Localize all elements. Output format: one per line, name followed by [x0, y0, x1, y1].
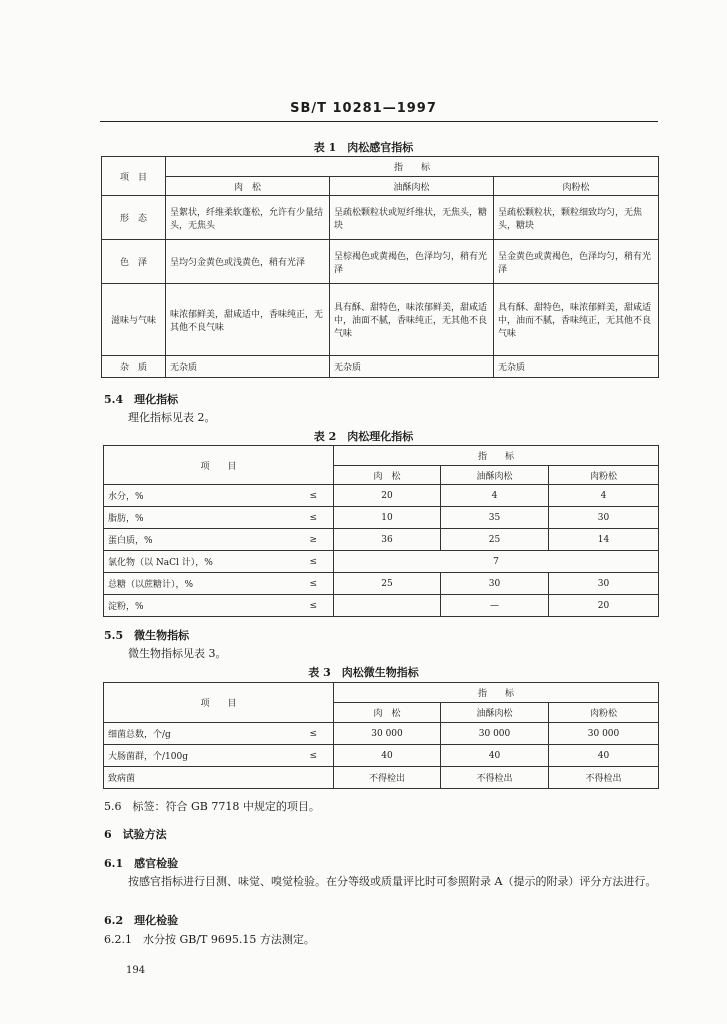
table1-cell: 无杂质 [494, 356, 659, 378]
table2-col-yousu: 油酥肉松 [441, 466, 549, 485]
table1-cell: 呈棕褐色或黄褐色，色泽均匀，稍有光泽 [330, 240, 494, 284]
table2-col-rousong: 肉 松 [334, 466, 441, 485]
table3-item-header: 项 目 [104, 683, 334, 723]
table2-row-op: ≤ [294, 573, 334, 595]
table3-row-item: 细菌总数，个/g [104, 723, 294, 745]
table3-col-rousong: 肉 松 [334, 703, 441, 723]
table1-cell: 呈金黄色或黄褐色，色泽均匀，稍有光泽 [494, 240, 659, 284]
table1-row-item: 色 泽 [102, 240, 166, 284]
table1-cell: 呈均匀金黄色或浅黄色，稍有光泽 [166, 240, 330, 284]
section-6-2-title: 6.2 理化检验 [104, 914, 179, 927]
section-6-1-title: 6.1 感官检验 [104, 857, 179, 870]
table2-cell: 20 [549, 595, 659, 617]
table1-item-header: 项 目 [102, 157, 166, 196]
table2-row-op: ≤ [294, 551, 334, 573]
table3-row-op: ≤ [294, 723, 334, 745]
table3-caption: 表 3 肉松微生物指标 [308, 666, 419, 679]
table1-col-rousong: 肉 松 [166, 177, 330, 196]
table3-row-item: 大肠菌群，个/100g [104, 745, 294, 767]
table1-col-roufen: 肉粉松 [494, 177, 659, 196]
table3-col-roufen: 肉粉松 [549, 703, 659, 723]
table2-cell: 30 [549, 507, 659, 529]
section-6-1-text: 按感官指标进行目测、味觉、嗅觉检验。在分等级或质量评比时可参照附录 A（提示的附录）评分方法进行。 [128, 875, 657, 888]
table2-row-op: ≥ [294, 529, 334, 551]
table2-cell: 30 [549, 573, 659, 595]
table3-index-header: 指 标 [334, 683, 659, 703]
section-5-5-title: 5.5 微生物指标 [104, 629, 190, 642]
table3 [103, 682, 659, 789]
table2-row-item: 蛋白质，% [104, 529, 294, 551]
table2-cell: 20 [334, 485, 441, 507]
table3-cell: 不得检出 [441, 767, 549, 789]
table2-cell: — [441, 595, 549, 617]
table2-cell: 10 [334, 507, 441, 529]
table2-cell: 25 [334, 573, 441, 595]
section-6-title: 6 试验方法 [104, 828, 167, 841]
table2-cell: 4 [441, 485, 549, 507]
table2-merged-cell: 7 [334, 551, 659, 573]
table1-cell: 具有酥、甜特色，味浓郁鲜美，甜咸适中，油而不腻，香味纯正，无其他不良气味 [494, 284, 659, 356]
table2-col-roufen: 肉粉松 [549, 466, 659, 485]
table2-cell [334, 595, 441, 617]
table3-cell: 40 [441, 745, 549, 767]
section-5-4-text: 理化指标见表 2。 [128, 411, 216, 424]
page-number: 194 [126, 965, 146, 976]
table2-cell: 4 [549, 485, 659, 507]
table2-cell: 14 [549, 529, 659, 551]
table1-col-yousu: 油酥肉松 [330, 177, 494, 196]
table3-cell: 30 000 [441, 723, 549, 745]
table3-cell: 40 [334, 745, 441, 767]
table2-cell: 36 [334, 529, 441, 551]
table1-row-item: 杂 质 [102, 356, 166, 378]
table2-item-header: 项 目 [104, 446, 334, 485]
section-5-4-title: 5.4 理化指标 [104, 393, 179, 406]
table3-cell: 不得检出 [334, 767, 441, 789]
table1-cell: 无杂质 [330, 356, 494, 378]
table2-row-item: 氯化物（以 NaCl 计），% [104, 551, 294, 573]
table2-row-item: 总糖（以蔗糖计），% [104, 573, 294, 595]
table3-cell: 不得检出 [549, 767, 659, 789]
table2-index-header: 指 标 [334, 446, 659, 466]
table2-cell: 25 [441, 529, 549, 551]
table2-caption: 表 2 肉松理化指标 [313, 430, 414, 443]
table1 [101, 156, 659, 378]
table2-row-op: ≤ [294, 485, 334, 507]
table1-row-item: 滋味与气味 [102, 284, 166, 356]
table2-row-item: 淀粉，% [104, 595, 294, 617]
table3-row-op [294, 767, 334, 789]
table1-cell: 具有酥、甜特色，味浓郁鲜美，甜咸适中，油面不腻，香味纯正，无其他不良气味 [330, 284, 494, 356]
table1-cell: 呈絮状，纤维柔软蓬松，允许有少量结头，无焦头 [166, 196, 330, 240]
table1-cell: 呈疏松颗粒状，颗粒细致均匀，无焦头，糖块 [494, 196, 659, 240]
table2-row-op: ≤ [294, 595, 334, 617]
section-5-5-text: 微生物指标见表 3。 [128, 647, 227, 660]
table2 [103, 445, 659, 617]
table1-cell: 味浓郁鲜美，甜咸适中，香味纯正，无其他不良气味 [166, 284, 330, 356]
table2-row-item: 水分，% [104, 485, 294, 507]
standard-code: SB/T 10281—1997 [290, 101, 437, 116]
section-5-6-text: 5.6 标签：符合 GB 7718 中规定的项目。 [104, 800, 320, 813]
table2-row-op: ≤ [294, 507, 334, 529]
header-rule [100, 121, 658, 122]
table2-cell: 35 [441, 507, 549, 529]
table3-cell: 30 000 [334, 723, 441, 745]
table3-row-op: ≤ [294, 745, 334, 767]
table1-cell: 呈疏松颗粒状或短纤维状，无焦头，糖块 [330, 196, 494, 240]
table2-cell: 30 [441, 573, 549, 595]
table1-cell: 无杂质 [166, 356, 330, 378]
table2-row-item: 脂肪，% [104, 507, 294, 529]
table1-row-item: 形 态 [102, 196, 166, 240]
table3-col-yousu: 油酥肉松 [441, 703, 549, 723]
section-6-2-1-text: 6.2.1 水分按 GB/T 9695.15 方法测定。 [104, 933, 315, 946]
table3-row-item: 致病菌 [104, 767, 294, 789]
table1-index-header: 指 标 [166, 157, 659, 177]
table3-cell: 40 [549, 745, 659, 767]
table1-caption: 表 1 肉松感官指标 [313, 141, 414, 154]
table3-cell: 30 000 [549, 723, 659, 745]
